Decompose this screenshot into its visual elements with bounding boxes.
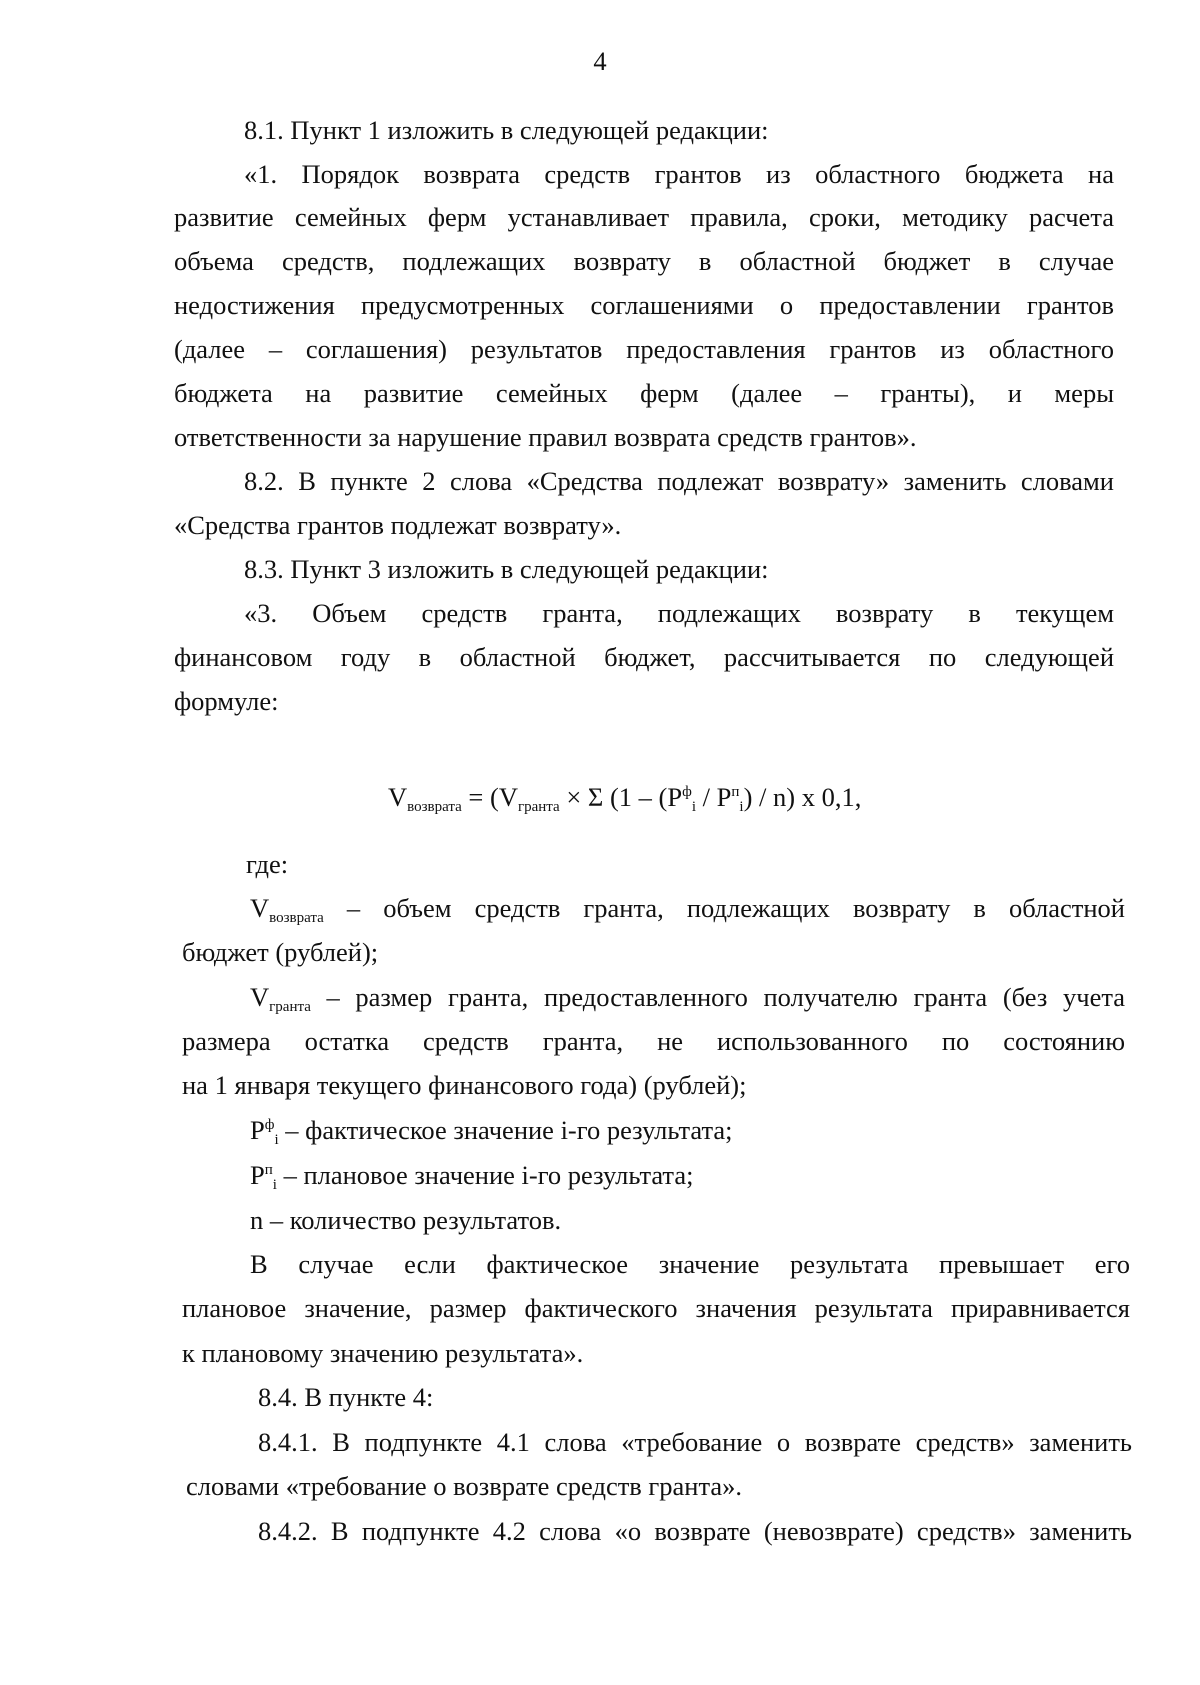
text-line: бюджета на развитие семейных ферм (далее – гранты), и меры (174, 378, 1114, 408)
text-line: «Средства грантов подлежат возврату». (174, 510, 622, 540)
definition-text: – размер гранта, предоставленного получателю гранта (без учета (310, 982, 1125, 1012)
definition-p-f (250, 1113, 732, 1147)
formula-subscript: i (274, 1132, 279, 1148)
text-line: ответственности за нарушение правил возврата средств грантов». (174, 422, 917, 452)
paragraph-8-4: 8.4. В пункте 4: (258, 1382, 434, 1412)
formula-symbol: V (250, 982, 270, 1012)
formula-superscript: п (264, 1162, 273, 1178)
definition-text: – фактическое значение i-го результата; (278, 1115, 733, 1145)
formula-subscript: i (691, 799, 696, 815)
text-line: словами «требование о возврате средств гранта». (186, 1471, 743, 1501)
formula-subscript: гранта (269, 999, 311, 1015)
formula-subscript: i (739, 799, 744, 815)
definition-v-granta (250, 980, 1125, 1014)
formula-part: / P (696, 782, 732, 812)
formula-subscript: i (272, 1177, 277, 1193)
formula-superscript: п (731, 784, 740, 800)
definition-v-vozvrata (250, 891, 1125, 925)
paragraph-8-4-1: 8.4.1. В подпункте 4.1 слова «требование о возврате средств» заменить (258, 1427, 1132, 1457)
text-line: размера остатка средств гранта, не использованного по состоянию (182, 1026, 1125, 1056)
text-line: где: (246, 849, 289, 879)
formula-symbol: P (250, 1115, 265, 1145)
definition-text: – объем средств гранта, подлежащих возврату в областной (323, 893, 1125, 923)
formula-part: ) / n) x 0,1, (743, 782, 862, 812)
formula-superscript: ф (682, 784, 692, 800)
formula-superscript: ф (264, 1117, 275, 1133)
formula (388, 780, 861, 814)
text-line: объема средств, подлежащих возврату в областной бюджет в случае (174, 246, 1114, 276)
formula-symbol: V (250, 893, 270, 923)
text-line: (далее – соглашения) результатов предоставления грантов из областного (174, 334, 1114, 364)
paragraph-8-4-2: 8.4.2. В подпункте 4.2 слова «о возврате (невозврате) средств» заменить (258, 1516, 1132, 1546)
text-line: В случае если фактическое значение результата превышает его (250, 1249, 1130, 1279)
definition-text: – плановое значение i-го результата; (276, 1160, 694, 1190)
formula-part: × Σ (1 – (P (559, 782, 683, 812)
definition-p-p (250, 1158, 693, 1192)
formula-part: = (V (461, 782, 518, 812)
text-line: развитие семейных ферм устанавливает правила, сроки, методику расчета (174, 202, 1114, 232)
paragraph-8-2: 8.2. В пункте 2 слова «Средства подлежат возврату» заменить словами (244, 466, 1114, 496)
paragraph-8-3: 8.3. Пункт 3 изложить в следующей редакции: (244, 554, 769, 584)
text-line: на 1 января текущего финансового года) (рублей); (182, 1070, 747, 1100)
page-number: 4 (593, 46, 607, 76)
text-line: «1. Порядок возврата средств грантов из областного бюджета на (244, 159, 1114, 189)
text-line: бюджет (рублей); (182, 937, 379, 967)
text-line: к плановому значению результата». (182, 1338, 584, 1368)
text-line: недостижения предусмотренных соглашениями о предоставлении грантов (174, 290, 1114, 320)
text-line: формуле: (174, 686, 279, 716)
formula-subscript: возврата (269, 910, 324, 926)
formula-symbol: V (388, 782, 408, 812)
formula-symbol: P (250, 1160, 265, 1190)
formula-subscript: гранта (517, 799, 560, 815)
text-line: плановое значение, размер фактического значения результата приравнивается (182, 1293, 1130, 1323)
text-line: финансовом году в областной бюджет, рассчитывается по следующей (174, 642, 1114, 672)
paragraph-8-1: 8.1. Пункт 1 изложить в следующей редакции: (244, 115, 769, 145)
definition-n: n – количество результатов. (250, 1205, 562, 1235)
formula-subscript: возврата (407, 799, 462, 815)
text-line: «3. Объем средств гранта, подлежащих возврату в текущем (244, 598, 1114, 628)
